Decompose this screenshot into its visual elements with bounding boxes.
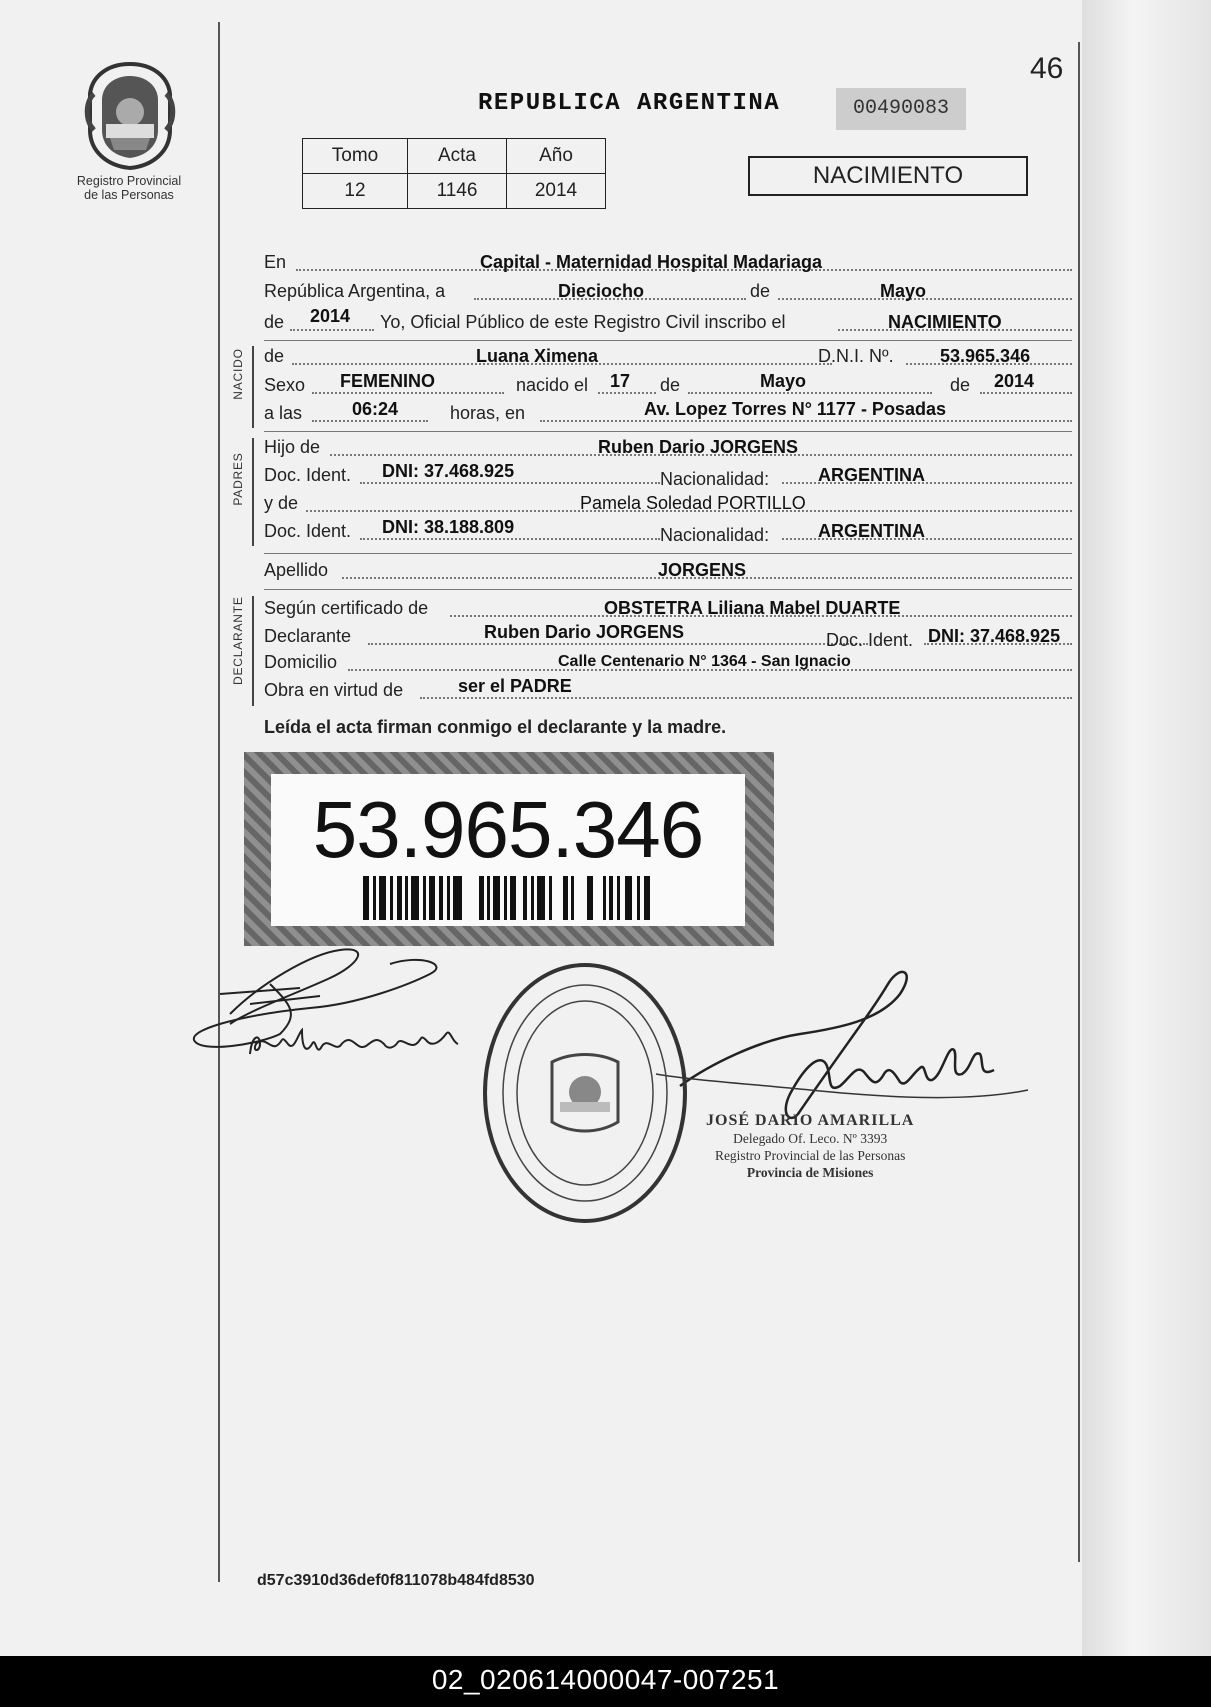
section-divider — [264, 589, 1072, 590]
section-divider — [264, 431, 1072, 432]
sexo-label: Sexo — [264, 375, 306, 395]
registry-label-line1: Registro Provincial — [76, 174, 182, 188]
father-doc: DNI: 37.468.925 — [382, 461, 515, 481]
obra-label: Obra en virtud de — [264, 680, 404, 700]
mother-signature-icon — [246, 1024, 466, 1064]
birth-place: Av. Lopez Torres N° 1177 - Posadas — [644, 399, 946, 419]
left-margin-line — [218, 22, 220, 1582]
record-header-tomo: Tomo — [303, 139, 408, 174]
section-bracket — [252, 596, 254, 706]
serial-number: 00490083 — [836, 88, 966, 130]
cert-label: Según certificado de — [264, 598, 429, 618]
apellido-value: JORGENS — [658, 560, 747, 580]
closing-statement: Leída el acta firman conmigo el declarante y la madre. — [264, 717, 727, 737]
domicilio-value: Calle Centenario N° 1364 - San Ignacio — [558, 653, 851, 670]
record-value-tomo: 12 — [303, 174, 408, 209]
statement-text: Yo, Oficial Público de este Registro Civil inscribo el — [380, 312, 786, 332]
section-bracket — [252, 346, 254, 428]
official-line2: Registro Provincial de las Personas — [714, 1148, 906, 1163]
dni-sticker — [244, 752, 774, 946]
father-doc-label: Doc. Ident. — [264, 465, 352, 485]
declarante-doc: DNI: 37.468.925 — [928, 626, 1061, 646]
child-de-label: de — [264, 346, 285, 366]
record-table — [302, 138, 606, 209]
birth-year: 2014 — [994, 371, 1035, 391]
child-dni: 53.965.346 — [940, 346, 1031, 366]
record-header-acta: Acta — [408, 139, 507, 174]
birth-de-label: de — [660, 375, 681, 395]
month-value: Mayo — [880, 281, 927, 301]
father-nationality: ARGENTINA — [818, 465, 925, 485]
alas-label: a las — [264, 403, 303, 423]
dni-sticker-number: 53.965.346 — [312, 785, 704, 874]
section-label-declarante: DECLARANTE — [231, 596, 245, 685]
inscribe-value: NACIMIENTO — [888, 312, 1002, 332]
dni-sticker-inner — [271, 774, 745, 926]
birth-month: Mayo — [760, 371, 807, 391]
dni-label: D.N.I. Nº. — [818, 346, 894, 366]
republica-label: República Argentina, a — [264, 281, 446, 301]
paper-edge-shadow — [1082, 0, 1211, 1656]
mother-nationality: ARGENTINA — [818, 521, 925, 541]
obra-value: ser el PADRE — [458, 676, 572, 696]
apellido-label: Apellido — [264, 560, 329, 580]
father-name: Ruben Dario JORGENS — [598, 437, 799, 457]
right-margin-line — [1078, 42, 1080, 1562]
record-value-ano: 2014 — [507, 174, 606, 209]
section-divider — [264, 553, 1072, 554]
barcode-icon — [363, 876, 653, 920]
sexo-value: FEMENINO — [340, 371, 436, 391]
day-value: Dieciocho — [558, 281, 645, 301]
declarante-name: Ruben Dario JORGENS — [484, 622, 685, 642]
birth-time: 06:24 — [352, 399, 399, 419]
mother-doc: DNI: 38.188.809 — [382, 517, 515, 537]
official-name: JOSÉ DARIO AMARILLA — [706, 1112, 915, 1129]
hijo-de-label: Hijo de — [264, 437, 321, 457]
document-title: REPUBLICA ARGENTINA — [478, 90, 781, 117]
declarante-label: Declarante — [264, 626, 352, 646]
provincial-crest-icon — [80, 60, 180, 170]
yde-label: y de — [264, 493, 299, 513]
record-type-box: NACIMIENTO — [748, 156, 1028, 196]
cert-value: OBSTETRA Liliana Mabel DUARTE — [604, 598, 901, 618]
declarante-doc-label: Doc. Ident. — [826, 630, 914, 650]
section-label-padres: PADRES — [231, 452, 245, 506]
official-line3: Provincia de Misiones — [746, 1165, 874, 1180]
mother-name: Pamela Soledad PORTILLO — [580, 493, 806, 513]
child-name: Luana Ximena — [476, 346, 599, 366]
section-bracket — [252, 438, 254, 546]
section-divider — [264, 340, 1072, 341]
father-nat-label: Nacionalidad: — [660, 469, 770, 489]
de-label: de — [750, 281, 771, 301]
section-label-nacido: NACIDO — [231, 348, 245, 400]
scan-id-bar — [0, 1656, 1211, 1707]
record-value-acta: 1146 — [408, 174, 507, 209]
year-value: 2014 — [310, 306, 351, 326]
birth-de-label2: de — [950, 375, 971, 395]
nacido-el-label: nacido el — [516, 375, 589, 395]
page-number: 46 — [1030, 52, 1064, 85]
birth-day: 17 — [610, 371, 631, 391]
domicilio-label: Domicilio — [264, 652, 338, 672]
place-of-record: Capital - Maternidad Hospital Madariaga — [480, 252, 823, 272]
mother-doc-label: Doc. Ident. — [264, 521, 352, 541]
official-block — [706, 1112, 914, 1181]
official-stamp-icon — [482, 962, 688, 1224]
record-header-ano: Año — [507, 139, 606, 174]
document-hash: d57c3910d36def0f811078b484fd8530 — [257, 1572, 535, 1589]
registry-label — [50, 174, 208, 202]
en-label: En — [264, 252, 287, 272]
scan-id: 02_020614000047-007251 — [431, 1664, 780, 1695]
mother-nat-label: Nacionalidad: — [660, 525, 770, 545]
dotted-line — [688, 372, 932, 394]
year-label: de — [264, 312, 285, 332]
official-signature-icon — [650, 964, 1030, 1134]
registry-label-line2: de las Personas — [84, 188, 174, 202]
official-line1: Delegado Of. Leco. Nº 3393 — [733, 1131, 888, 1146]
horas-en-label: horas, en — [450, 403, 526, 423]
